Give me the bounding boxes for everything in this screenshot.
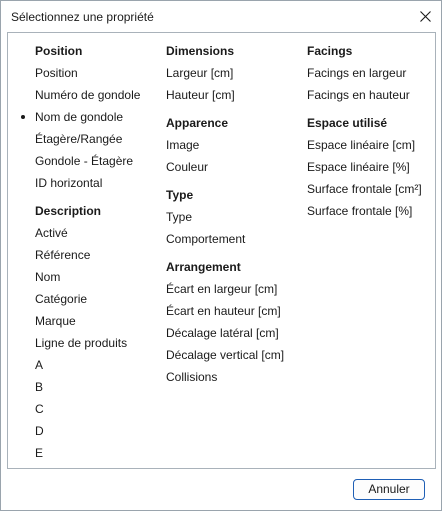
property-item-label: Nom de gondole [35,110,124,124]
property-item-image[interactable]: Image [166,138,200,152]
property-item-position[interactable]: Position [35,66,78,80]
property-item-hauteur[interactable]: Hauteur [cm] [166,88,235,102]
dialog-title: Sélectionnez une propriété [11,10,154,24]
group-header-apparence: Apparence [166,116,229,130]
group-header-type: Type [166,188,194,202]
property-item-numero-gondole[interactable]: Numéro de gondole [35,88,141,102]
group-header-arrangement: Arrangement [166,260,241,274]
property-item-a[interactable]: A [35,358,44,372]
property-item-couleur[interactable]: Couleur [166,160,209,174]
property-item-facings-hauteur[interactable]: Facings en hauteur [307,88,410,102]
property-item-nom-gondole[interactable] [35,110,123,124]
property-item-e[interactable]: E [35,446,44,460]
group-header-espace-utilise: Espace utilisé [307,116,388,130]
property-item-etagere-rangee[interactable]: Étagère/Rangée [35,132,123,146]
property-item-facings-largeur[interactable]: Facings en largeur [307,66,407,80]
group-header-dimensions: Dimensions [166,44,235,58]
property-item-active[interactable]: Activé [35,226,68,240]
group-header-position: Position [35,44,83,58]
property-item-surface-frontale-pct[interactable]: Surface frontale [%] [307,204,413,218]
property-item-comportement[interactable]: Comportement [166,232,246,246]
property-item-d[interactable]: D [35,424,44,438]
property-item-type[interactable]: Type [166,210,193,224]
property-item-b[interactable]: B [35,380,44,394]
property-list-panel [7,32,436,469]
property-item-marque[interactable]: Marque [35,314,76,328]
property-item-gondole-etagere[interactable]: Gondole - Étagère [35,154,134,168]
property-item-categorie[interactable]: Catégorie [35,292,88,306]
property-item-id-horizontal[interactable]: ID horizontal [35,176,103,190]
property-item-reference[interactable]: Référence [35,248,91,262]
property-item-espace-lineaire-cm[interactable]: Espace linéaire [cm] [307,138,416,152]
property-item-espace-lineaire-pct[interactable]: Espace linéaire [%] [307,160,410,174]
property-item-ecart-largeur[interactable]: Écart en largeur [cm] [166,282,278,296]
property-item-decalage-vertical[interactable]: Décalage vertical [cm] [166,348,285,362]
group-header-facings: Facings [307,44,353,58]
property-item-ligne-produits[interactable]: Ligne de produits [35,336,128,350]
cancel-button[interactable]: Annuler [353,479,425,500]
property-item-c[interactable]: C [35,402,44,416]
property-item-surface-frontale-cm2[interactable]: Surface frontale [cm²] [307,182,422,196]
property-item-collisions[interactable]: Collisions [166,370,218,384]
selected-bullet-icon [21,115,25,119]
close-button[interactable] [409,1,441,32]
property-item-decalage-lateral[interactable]: Décalage latéral [cm] [166,326,279,340]
property-item-nom[interactable]: Nom [35,270,61,284]
close-icon [420,11,431,22]
property-item-largeur[interactable]: Largeur [cm] [166,66,234,80]
title-bar [1,1,441,32]
group-header-description: Description [35,204,102,218]
property-item-ecart-hauteur[interactable]: Écart en hauteur [cm] [166,304,281,318]
